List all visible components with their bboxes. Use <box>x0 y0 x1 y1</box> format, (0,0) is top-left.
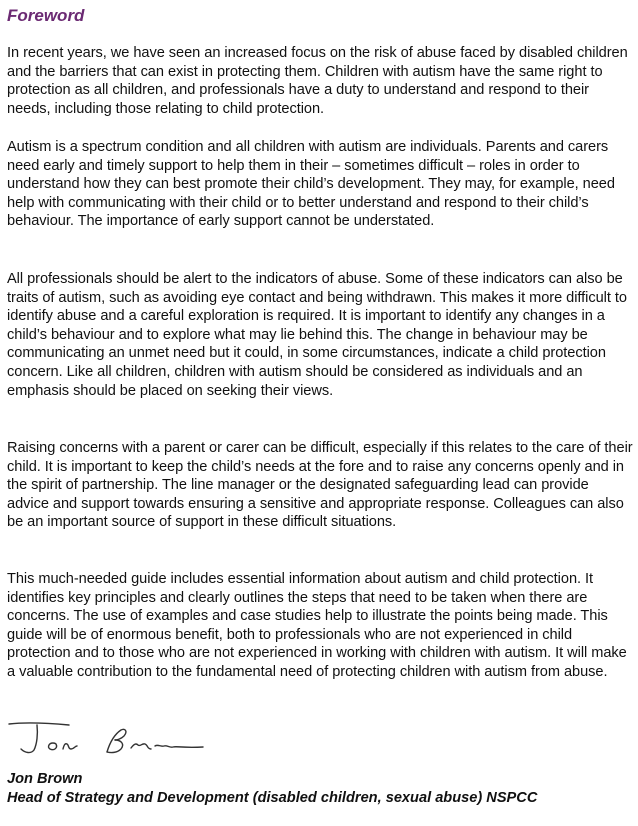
signature-name: Jon Brown <box>7 771 83 787</box>
paragraph-3: All professionals should be alert to the indicators of abuse. Some of these indicators can also be traits of autism, such as avoiding eye contact and being withdrawn. This makes it more difficult to identify abuse and a careful exploration is required. It is important to identify any changes in a child’s behaviour and to explore what may lie behind this. The change in behaviour may be communicating an unmet need but it could, in some circumstances, indicate a child protection concern. Like all children, children with autism should be considered as individuals and an emphasis should be placed on seeking their views. <box>7 271 627 399</box>
paragraph-5: This much-needed guide includes essential information about autism and child protection. It identifies key principles and clearly outlines the steps that need to be taken when there are concerns. The use of examples and case studies help to illustrate the points being made. This guide will be of enormous benefit, both to professionals who are not experienced in child protection and to those who are not experienced in working with children with autism. It will make a valuable contribution to the fundamental need of protecting children with autism from abuse. <box>7 571 627 680</box>
paragraph-4: Raising concerns with a parent or carer can be difficult, especially if this relates to the care of their child. It is important to keep the child’s needs at the fore and to raise any concerns openly and in the spirit of partnership. The line manager or the designated safeguarding lead can provide advice and support towards ensuring a sensitive and appropriate response. Colleagues can also be an important source of support in these difficult situations. <box>7 440 633 531</box>
paragraph-1: In recent years, we have seen an increased focus on the risk of abuse faced by disabled children and the barriers that can exist in protecting them. Children with autism have the same right to protection as all children, and professionals have a duty to understand and respond to their needs, including those relating to child protection. <box>7 45 628 117</box>
signature-role: Head of Strategy and Development (disabled children, sexual abuse) NSPCC <box>7 790 538 806</box>
page-title: Foreword <box>7 6 85 25</box>
handwritten-signature <box>7 716 207 764</box>
paragraph-2: Autism is a spectrum condition and all children with autism are individuals. Parents and carers need early and timely support to help them in their – sometimes difficult – roles in order to understand how they can best promote their child’s development. They may, for example, need help with communicating with their child or to better understand and respond to their child’s behaviour. The importance of early support cannot be understated. <box>7 139 615 230</box>
